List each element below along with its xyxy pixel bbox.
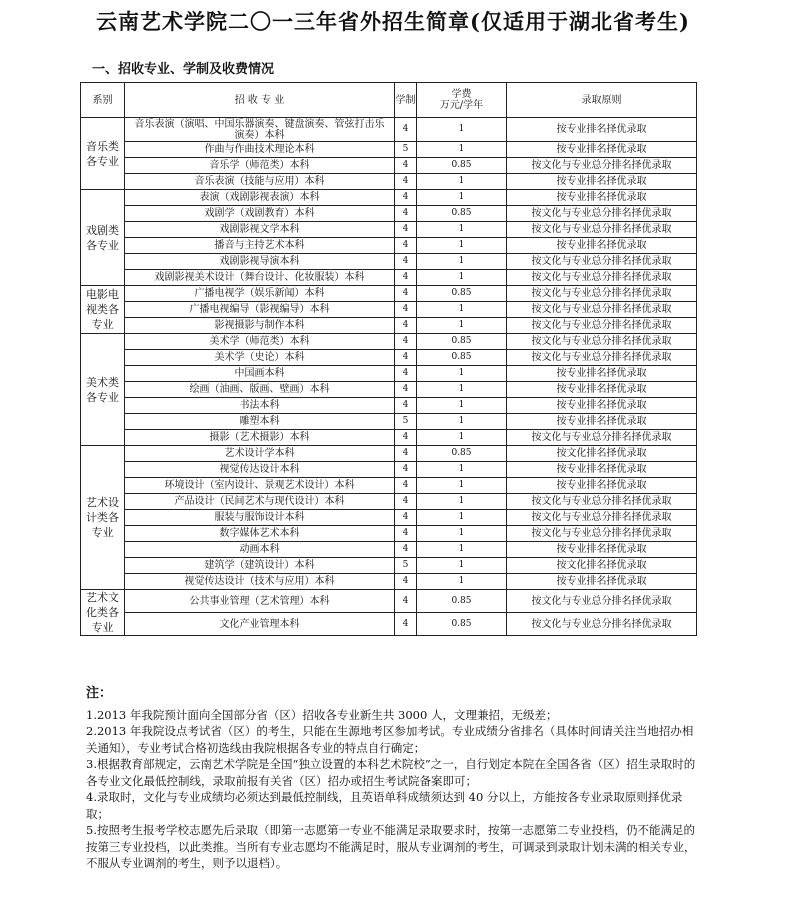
years-cell: 5 [395, 558, 417, 574]
table-row [81, 318, 697, 334]
fee-cell: 1 [417, 494, 507, 510]
years-cell: 4 [395, 574, 417, 590]
table-row [81, 478, 697, 494]
rule-cell: 按专业排名择优录取 [507, 398, 697, 414]
table-row [81, 526, 697, 542]
years-cell: 4 [395, 190, 417, 206]
category-cell: 电影电视类各专业 [81, 286, 125, 334]
note-item: 2.2013 年我院设点考试省（区）的考生，只能在生源地考区参加考试。专业成绩分省排名（具体时间请关注当地招办相关通知），专业考试合格初选线由我院根据各专业的特点自行确定； [86, 724, 694, 755]
years-cell: 4 [395, 254, 417, 270]
years-cell: 4 [395, 174, 417, 190]
years-cell: 4 [395, 366, 417, 382]
fee-cell: 1 [417, 558, 507, 574]
table-header-row [81, 83, 697, 118]
major-cell: 动画本科 [125, 542, 395, 558]
years-cell: 5 [395, 142, 417, 158]
years-cell: 4 [395, 613, 417, 636]
fee-cell: 1 [417, 414, 507, 430]
fee-cell: 0.85 [417, 613, 507, 636]
major-cell: 戏剧影视文学本科 [125, 222, 395, 238]
major-cell: 视觉传达设计（技术与应用）本科 [125, 574, 395, 590]
rule-cell: 按文化与专业总分排名择优录取 [507, 222, 697, 238]
years-cell: 4 [395, 158, 417, 174]
category-cell: 美术类各专业 [81, 334, 125, 446]
major-cell: 艺术设计学本科 [125, 446, 395, 462]
fee-cell: 1 [417, 190, 507, 206]
years-cell: 4 [395, 446, 417, 462]
table-row [81, 430, 697, 446]
major-cell: 戏剧学（戏剧教育）本科 [125, 206, 395, 222]
years-cell: 4 [395, 382, 417, 398]
table-row [81, 398, 697, 414]
years-cell: 4 [395, 222, 417, 238]
major-cell: 产品设计（民间艺术与现代设计）本科 [125, 494, 395, 510]
years-cell: 4 [395, 302, 417, 318]
category-cell: 音乐类各专业 [81, 118, 125, 190]
major-cell: 美术学（史论）本科 [125, 350, 395, 366]
years-cell: 4 [395, 430, 417, 446]
fee-cell: 1 [417, 574, 507, 590]
rule-cell: 按文化与专业总分排名择优录取 [507, 318, 697, 334]
major-cell: 广播电视编导（影视编导）本科 [125, 302, 395, 318]
table-row [81, 414, 697, 430]
fee-cell: 0.85 [417, 158, 507, 174]
document-title: 云南艺术学院二〇一三年省外招生简章(仅适用于湖北省考生) [96, 9, 690, 34]
major-cell: 音乐表演（演唱、中国乐器演奏、键盘演奏、管弦打击乐演奏）本科 [125, 118, 395, 142]
category-cell: 艺术设计类各专业 [81, 446, 125, 590]
major-cell: 播音与主持艺术本科 [125, 238, 395, 254]
header-fee: 学费 万元/学年 [417, 83, 507, 118]
major-cell: 绘画（油画、版画、壁画）本科 [125, 382, 395, 398]
header-years: 学制 [395, 83, 417, 118]
rule-cell: 按专业排名择优录取 [507, 174, 697, 190]
years-cell: 4 [395, 478, 417, 494]
rule-cell: 按文化与专业总分排名择优录取 [507, 613, 697, 636]
fee-cell: 1 [417, 526, 507, 542]
years-cell: 4 [395, 494, 417, 510]
table-row [81, 366, 697, 382]
years-cell: 4 [395, 398, 417, 414]
major-cell: 书法本科 [125, 398, 395, 414]
major-cell: 戏剧影视导演本科 [125, 254, 395, 270]
rule-cell: 按文化与专业总分排名择优录取 [507, 158, 697, 174]
years-cell: 4 [395, 318, 417, 334]
rule-cell: 按文化与专业总分排名择优录取 [507, 206, 697, 222]
fee-cell: 1 [417, 254, 507, 270]
rule-cell: 按文化与专业总分排名择优录取 [507, 302, 697, 318]
fee-cell: 0.85 [417, 590, 507, 613]
table-body [81, 118, 697, 636]
rule-cell: 按文化排名择优录取 [507, 446, 697, 462]
rule-cell: 按专业排名择优录取 [507, 574, 697, 590]
table-row [81, 350, 697, 366]
table-row [81, 142, 697, 158]
rule-cell: 按文化与专业总分排名择优录取 [507, 286, 697, 302]
rule-cell: 按文化排名择优录取 [507, 558, 697, 574]
fee-cell: 1 [417, 382, 507, 398]
table-row [81, 446, 697, 462]
rule-cell: 按专业排名择优录取 [507, 382, 697, 398]
major-cell: 中国画本科 [125, 366, 395, 382]
rule-cell: 按专业排名择优录取 [507, 190, 697, 206]
fee-cell: 1 [417, 318, 507, 334]
note-item: 5.按照考生报考学校志愿先后录取（即第一志愿第一专业不能满足录取要求时，按第一志愿第二专业投档，仍不能满足的按第三专业投档，以此类推。当所有专业志愿均不能满足时，服从专业调剂的考生，可调录到录取计划未满的相关专业，不服从专业调剂的考生，则予以退档）。 [86, 823, 696, 870]
fee-cell: 1 [417, 174, 507, 190]
years-cell: 4 [395, 350, 417, 366]
rule-cell: 按专业排名择优录取 [507, 238, 697, 254]
table-row [81, 174, 697, 190]
rule-cell: 按专业排名择优录取 [507, 478, 697, 494]
table-row [81, 382, 697, 398]
rule-cell: 按文化与专业总分排名择优录取 [507, 590, 697, 613]
table-row [81, 302, 697, 318]
major-cell: 服装与服饰设计本科 [125, 510, 395, 526]
note-item: 4.录取时，文化与专业成绩均必须达到最低控制线，且英语单科成绩须达到 40 分以上，方能按各专业录取原则择优录取； [86, 790, 683, 821]
table-row [81, 254, 697, 270]
notes-section [86, 686, 696, 872]
table-row [81, 118, 697, 142]
fee-cell: 0.85 [417, 206, 507, 222]
rule-cell: 按专业排名择优录取 [507, 542, 697, 558]
table-row [81, 270, 697, 286]
years-cell: 5 [395, 414, 417, 430]
rule-cell: 按专业排名择优录取 [507, 462, 697, 478]
major-cell: 影视摄影与制作本科 [125, 318, 395, 334]
category-cell: 艺术文化类各专业 [81, 590, 125, 636]
table-row [81, 190, 697, 206]
rule-cell: 按专业排名择优录取 [507, 414, 697, 430]
major-cell: 雕塑本科 [125, 414, 395, 430]
years-cell: 4 [395, 462, 417, 478]
fee-cell: 1 [417, 478, 507, 494]
rule-cell: 按专业排名择优录取 [507, 118, 697, 142]
major-cell: 戏剧影视美术设计（舞台设计、化妆服装）本科 [125, 270, 395, 286]
header-category: 系别 [81, 83, 125, 118]
years-cell: 4 [395, 238, 417, 254]
notes-heading: 注： [86, 686, 113, 701]
header-rule: 录取原则 [507, 83, 697, 118]
fee-cell: 1 [417, 270, 507, 286]
rule-cell: 按文化与专业总分排名择优录取 [507, 254, 697, 270]
rule-cell: 按专业排名择优录取 [507, 142, 697, 158]
years-cell: 4 [395, 590, 417, 613]
major-cell: 作曲与作曲技术理论本科 [125, 142, 395, 158]
table-row [81, 158, 697, 174]
fee-cell: 1 [417, 366, 507, 382]
major-cell: 摄影（艺术摄影）本科 [125, 430, 395, 446]
years-cell: 4 [395, 270, 417, 286]
header-major: 招 收 专 业 [125, 83, 395, 118]
major-cell: 环境设计（室内设计、景观艺术设计）本科 [125, 478, 395, 494]
fee-cell: 1 [417, 430, 507, 446]
table-row [81, 286, 697, 302]
major-cell: 音乐表演（技能与应用）本科 [125, 174, 395, 190]
fee-cell: 1 [417, 142, 507, 158]
rule-cell: 按文化与专业总分排名择优录取 [507, 430, 697, 446]
section-heading: 一、招收专业、学制及收费情况 [92, 62, 275, 77]
rule-cell: 按文化与专业总分排名择优录取 [507, 494, 697, 510]
rule-cell: 按文化与专业总分排名择优录取 [507, 334, 697, 350]
fee-cell: 1 [417, 222, 507, 238]
table-row [81, 222, 697, 238]
table-row [81, 590, 697, 613]
major-cell: 广播电视学（娱乐新闻）本科 [125, 286, 395, 302]
fee-cell: 1 [417, 542, 507, 558]
table-row [81, 206, 697, 222]
years-cell: 4 [395, 206, 417, 222]
table-row [81, 558, 697, 574]
table-row [81, 494, 697, 510]
fee-cell: 1 [417, 510, 507, 526]
notes-list [86, 707, 696, 872]
major-cell: 表演（戏剧影视表演）本科 [125, 190, 395, 206]
rule-cell: 按专业排名择优录取 [507, 366, 697, 382]
fee-cell: 0.85 [417, 334, 507, 350]
table-row [81, 542, 697, 558]
table-row [81, 613, 697, 636]
years-cell: 4 [395, 118, 417, 142]
table-row [81, 574, 697, 590]
enrollment-table [80, 82, 697, 636]
fee-cell: 1 [417, 118, 507, 142]
years-cell: 4 [395, 542, 417, 558]
fee-cell: 0.85 [417, 286, 507, 302]
years-cell: 4 [395, 286, 417, 302]
major-cell: 视觉传达设计本科 [125, 462, 395, 478]
fee-cell: 1 [417, 398, 507, 414]
fee-cell: 0.85 [417, 350, 507, 366]
major-cell: 文化产业管理本科 [125, 613, 395, 636]
table-row [81, 462, 697, 478]
major-cell: 音乐学（师范类）本科 [125, 158, 395, 174]
rule-cell: 按文化与专业总分排名择优录取 [507, 526, 697, 542]
table-row [81, 238, 697, 254]
rule-cell: 按文化与专业总分排名择优录取 [507, 270, 697, 286]
rule-cell: 按文化与专业总分排名择优录取 [507, 350, 697, 366]
table-row [81, 334, 697, 350]
rule-cell: 按文化与专业总分排名择优录取 [507, 510, 697, 526]
major-cell: 数字媒体艺术本科 [125, 526, 395, 542]
major-cell: 美术学（师范类）本科 [125, 334, 395, 350]
note-item: 3.根据教育部规定，云南艺术学院是全国“独立设置的本科艺术院校”之一，自行划定本院在全国各省（区）招生录取时的各专业文化最低控制线，录取前报有关省（区）招办或招生考试院备案即可； [86, 757, 696, 788]
major-cell: 公共事业管理（艺术管理）本科 [125, 590, 395, 613]
note-item: 1.2013 年我院预计面向全国部分省（区）招收各专业新生共 3000 人，文理兼招，无级差； [86, 707, 558, 722]
category-cell: 戏剧类各专业 [81, 190, 125, 286]
fee-cell: 1 [417, 238, 507, 254]
fee-cell: 0.85 [417, 446, 507, 462]
major-cell: 建筑学（建筑设计）本科 [125, 558, 395, 574]
years-cell: 4 [395, 526, 417, 542]
years-cell: 4 [395, 510, 417, 526]
fee-cell: 1 [417, 462, 507, 478]
table-row [81, 510, 697, 526]
years-cell: 4 [395, 334, 417, 350]
fee-cell: 1 [417, 302, 507, 318]
